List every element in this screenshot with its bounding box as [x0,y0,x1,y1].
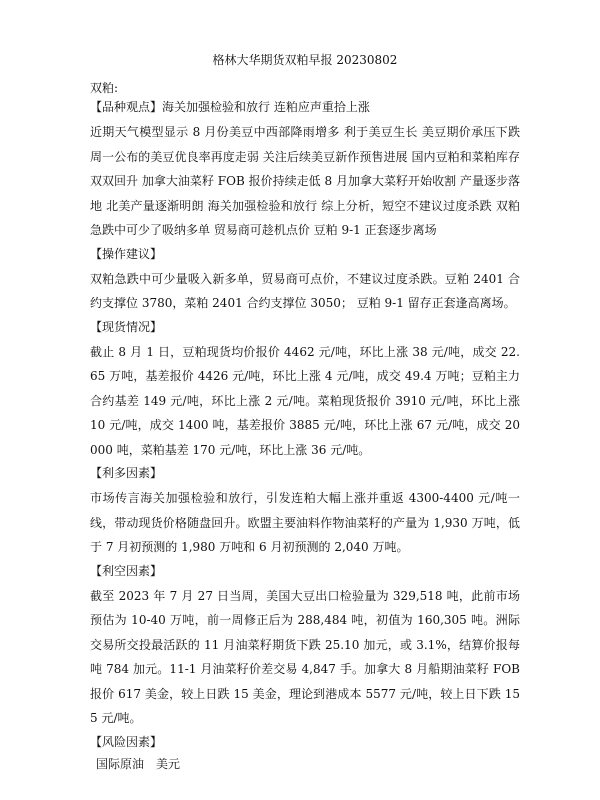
section-heading-risk: 【风险因素】 [90,734,163,749]
section-heading-view [90,99,520,115]
section-heading-label: 【品种观点】 [90,100,163,114]
report-page [90,52,520,772]
report-title: 格林大华期货双粕早报 20230802 [212,53,398,67]
section-body-advice: 双粕急跌中可少量吸入新多单，贸易商可点价，不建议过度杀跌。豆粕 2401 合约支撑位 3780，菜粕 2401 合约支撑位 3050； 豆粕 9-1 留存正套逢高离场。 [90,271,520,310]
section-heading-bearish: 【利空因素】 [90,563,163,578]
section-body-risk: 国际原油 美元 [96,756,181,771]
section-body-spot: 截止 8 月 1 日，豆粕现货均价报价 4462 元/吨，环比上涨 38 元/吨，成交 22.65 万吨，基差报价 4426 元/吨，环比上涨 4 元/吨，成交 49.4 万吨；豆粕主力合约基差 149 元/吨，环比上涨 2 元/吨。菜粕现货报价 3910 元/吨，环比上涨 10 元/吨，成交 1400 吨，基差报价 3885 元/吨，环比上涨 67 元/吨，成交 20000 吨，菜粕基差 170 元/吨，环比上涨 36 元/吨。 [90,344,520,457]
section-body-view: 近期天气模型显示 8 月份美豆中西部降雨增多 利于美豆生长 美豆期价承压下跌 周一公布的美豆优良率再度走弱 关注后续美豆新作预售进展 国内豆粕和菜粕库存双双回升 加拿大油菜籽 FOB 报价持续走低 8 月加拿大菜籽开始收割 产量逐步落地 北美产量逐渐明朗 海关加强检验和放行 综上分析，短空不建议过度杀跌 双粕急跌中可少了吸纳多单 贸易商可趁机点价 豆粕 9-1 正套逐步离场 [90,125,520,237]
section-body-bearish: 截至 2023 年 7 月 27 日当周，美国大豆出口检验量为 329,518 吨，此前市场预估为 10-40 万吨，前一周修正后为 288,484 吨，初值为 160,305 吨。洲际交易所交投最活跃的 11 月油菜籽期货下跌 25.10 加元，或 3.1%，结算价报每吨 784 加元。11-1 月油菜籽价差交易 4,847 手。加拿大 8 月船期油菜籽 FOB 报价 617 美金，较上日跌 15 美金，理论到港成本 5577 元/吨，较上日下跌 155 元/吨。 [90,588,520,725]
section-body-bullish: 市场传言海关加强检验和放行，引发连粕大幅上涨并重返 4300-4400 元/吨一线，带动现货价格随盘回升。欧盟主要油料作物油菜籽的产量为 1,930 万吨，低于 7 月初预测的 1,980 万吨和 6 月初预测的 2,040 万吨。 [90,491,520,554]
section-heading-spot: 【现货情况】 [90,319,163,334]
report-subtitle: 双粕: [90,81,119,95]
section-heading-advice: 【操作建议】 [90,246,163,261]
section-heading-extra: 海关加强检验和放行 连粕应声重拾上涨 [162,100,370,114]
section-heading-bullish: 【利多因素】 [90,466,163,480]
